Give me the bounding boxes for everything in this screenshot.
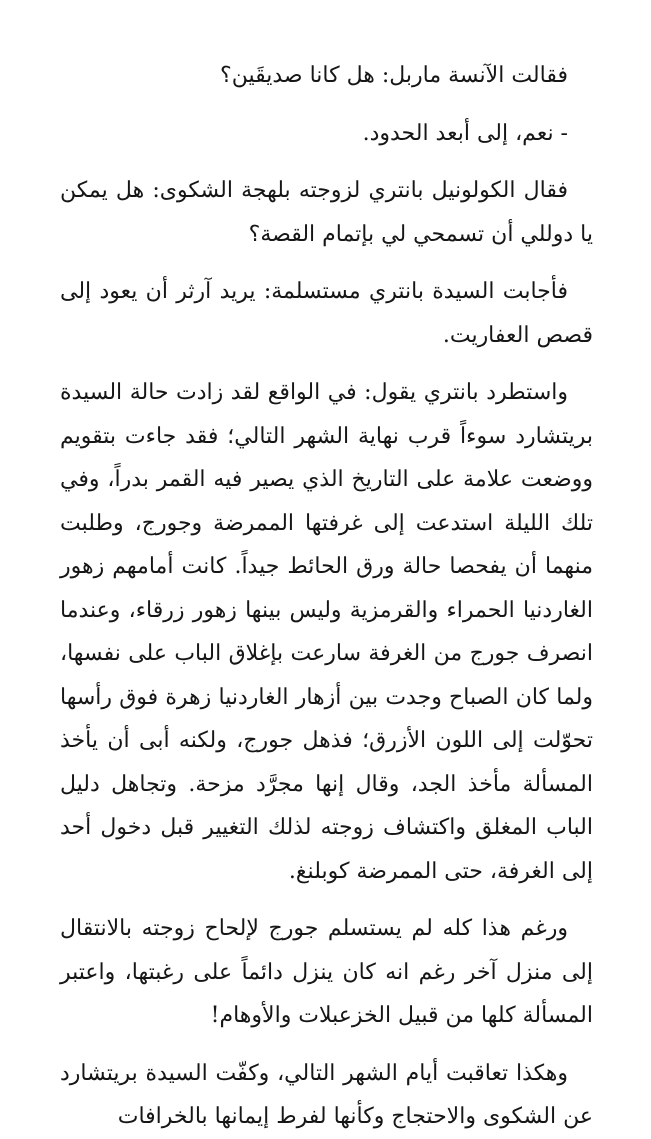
paragraph: فقال الكولونيل بانتري لزوجته بلهجة الشكوى: هل يمكن يا دوللي أن تسمحي لي بإتمام القصة؟ [60, 178, 593, 247]
paragraph: - نعم، إلى أبعد الحدود. [362, 120, 568, 146]
paragraph: فأجابت السيدة بانتري مستسلمة: يريد آرثر أن يعود إلى قصص العفاريت. [60, 279, 593, 348]
paragraph: ورغم هذا كله لم يستسلم جورج لإلحاح زوجته بالانتقال إلى منزل آخر رغم انه كان ينزل دائماً على رغبتها، واعتبر المسألة كلها من قبيل الخزعبلات والأوهام! [60, 916, 593, 1028]
paragraph: وهكذا تعاقبت أيام الشهر التالي، وكفّت السيدة بريتشارد عن الشكوى والاحتجاج وكأنها لفرط إيمانها بالخرافات [60, 1060, 593, 1129]
paragraph: واستطرد بانتري يقول: في الواقع لقد زادت حالة السيدة بريتشارد سوءاً قرب نهاية الشهر التالي؛ فقد جاءت بتقويم ووضعت علامة على التاريخ الذي يصير فيه القمر بدراً، وفي تلك الليلة استدعت إلى غرفتها الممرضة وجورج، وطلبت منهما أن يفحصا حالة ورق الحائط جيداً. كانت أمامهم زهور الغاردنيا الحمراء والقرمزية وليس بينها زهور زرقاء، وعندما انصرف جورج من الغرفة سارعت بإغلاق الباب على نفسها، ولما كان الصباح وجدت بين أزهار الغاردنيا زهرة فوق رأسها تحوّلت إلى اللون الأزرق؛ فذهل جورج، ولكنه أبى أن يأخذ المسألة مأخذ الجد، وقال إنها مجرَّد مزحة. وتجاهل دليل الباب المغلق واكتشاف زوجته لذلك التغيير قبل دخول أحد إلى الغرفة، حتى الممرضة كوبلنغ. [60, 380, 593, 884]
paragraph: فقالت الآنسة ماربل: هل كانا صديقَين؟ [220, 63, 568, 88]
book-page [60, 54, 593, 1139]
